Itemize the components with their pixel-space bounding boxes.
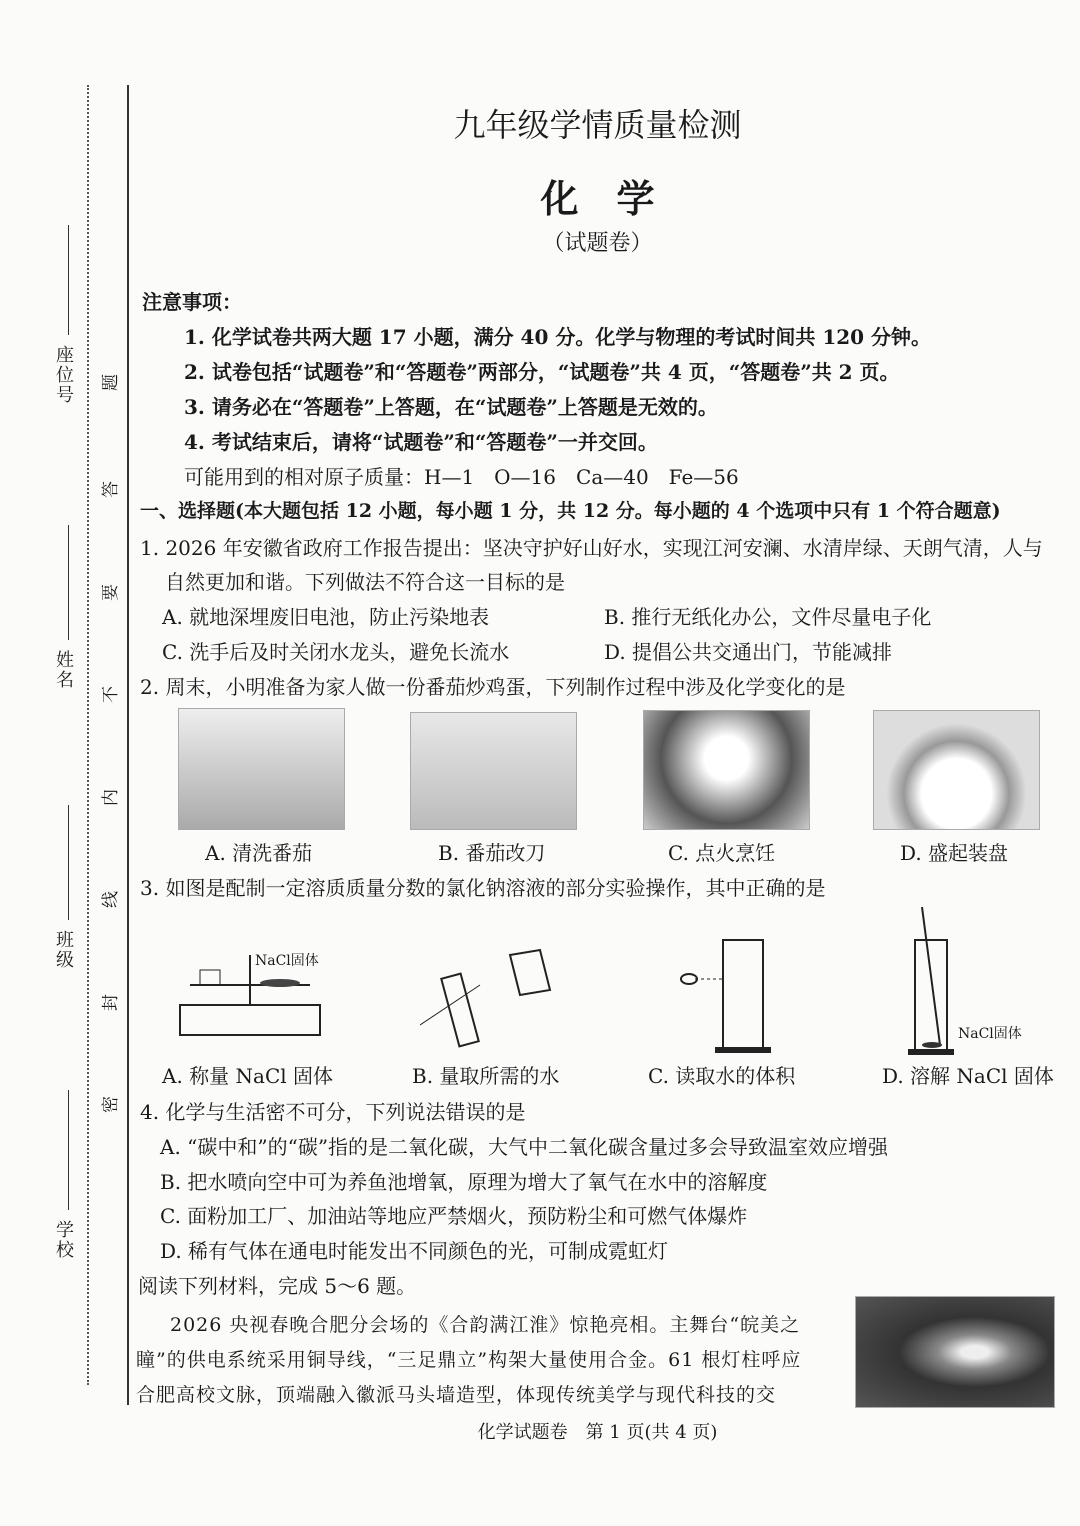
subtitle: （试题卷） [542, 231, 653, 256]
subject-title: 化 学 [540, 176, 655, 221]
atomic-mass: 可能用到的相对原子质量：H—1 O—16 Ca—40 Fe—56 [184, 465, 739, 489]
q1-option-b: B. 推行无纸化办公，文件尽量电子化 [604, 605, 932, 629]
exam-title: 九年级学情质量检测 [453, 106, 742, 144]
reading-volume-figure [675, 935, 775, 1060]
class-line[interactable] [68, 805, 69, 920]
q3-option-a: A. 称量 NaCl 固体 [162, 1064, 333, 1088]
nacl-label-a: NaCl固体 [255, 953, 319, 969]
class-label: 班级 [53, 930, 74, 970]
reading-text: 2026 央视春晚合肥分会场的《合韵满江淮》惊艳亮相。主舞台“皖美之 [150, 1314, 801, 1336]
q2-stem: 2. 周末，小明准备为家人做一份番茄炒鸡蛋，下列制作过程中涉及化学变化的是 [140, 675, 846, 699]
q2-option-c: C. 点火烹饪 [668, 841, 776, 865]
school-line[interactable] [68, 1090, 69, 1210]
section-heading: 一、选择题(本大题包括 12 小题，每小题 1 分，共 12 分。每小题的 4 个选项中只有 1 个符合题意) [140, 500, 1001, 522]
reading-text: 瞳”的供电系统采用铜导线，“三足鼎立”构架大量使用合金。61 根灯柱呼应 [136, 1349, 802, 1371]
page-footer: 化学试题卷 第 1 页(共 4 页) [477, 1422, 718, 1443]
notice-heading: 注意事项： [142, 290, 242, 314]
q2-option-b: B. 番茄改刀 [438, 841, 546, 865]
notice-item: 1. 化学试卷共两大题 17 小题，满分 40 分。化学与物理的考试时间共 120 分钟。 [184, 325, 932, 349]
measuring-water-figure [420, 935, 560, 1055]
nacl-label-d: NaCl固体 [958, 1026, 1022, 1042]
q3-option-b: B. 量取所需的水 [412, 1064, 560, 1088]
q3-option-d: D. 溶解 NaCl 固体 [882, 1064, 1054, 1088]
q2-option-d: D. 盛起装盘 [900, 841, 1009, 865]
q4-stem: 4. 化学与生活密不可分，下列说法错误的是 [140, 1100, 526, 1124]
sink-image [178, 708, 345, 830]
seal-char: 不 [101, 686, 121, 703]
seal-char: 封 [101, 994, 121, 1011]
q4-option-d: D. 稀有气体在通电时能发出不同颜色的光，可制成霓虹灯 [160, 1239, 669, 1263]
seat-label: 座位号 [53, 345, 74, 405]
q1-option-c: C. 洗手后及时关闭水龙头，避免长流水 [162, 640, 510, 664]
q1-stem: 自然更加和谐。下列做法不符合这一目标的是 [165, 570, 565, 594]
plating-image [873, 710, 1040, 830]
q4-option-a: A. “碳中和”的“碳”指的是二氧化碳，大气中二氧化碳含量过多会导致温室效应增强 [160, 1135, 889, 1159]
reading-text: 合肥高校文脉，顶端融入徽派马头墙造型，体现传统美学与现代科技的交 [136, 1384, 777, 1406]
seal-char: 内 [101, 789, 121, 806]
cooking-image [643, 710, 810, 830]
q4-option-b: B. 把水喷向空中可为养鱼池增氧，原理为增大了氧气在水中的溶解度 [160, 1170, 768, 1194]
seal-char: 答 [101, 481, 121, 498]
q4-option-c: C. 面粉加工厂、加油站等地应严禁烟火，预防粉尘和可燃气体爆炸 [160, 1204, 748, 1228]
q3-option-c: C. 读取水的体积 [648, 1064, 796, 1088]
notice-item: 3. 请务必在“答题卷”上答题，在“试题卷”上答题是无效的。 [184, 395, 718, 419]
dissolving-figure [900, 905, 960, 1060]
q1-stem: 1. 2026 年安徽省政府工作报告提出：坚决守护好山好水，实现江河安澜、水清岸绿、天朗气清，人与 [140, 536, 1043, 560]
school-label: 学校 [53, 1220, 74, 1260]
name-label: 姓名 [53, 650, 74, 690]
notice-item: 2. 试卷包括“试题卷”和“答题卷”两部分，“试题卷”共 4 页，“答题卷”共 2 页。 [184, 360, 900, 384]
seal-char: 密 [101, 1096, 121, 1113]
q2-option-a: A. 清洗番茄 [205, 841, 313, 865]
cutting-image [410, 712, 577, 830]
q1-option-d: D. 提倡公共交通出门，节能减排 [604, 640, 893, 664]
dotted-fold-line [87, 85, 89, 1385]
name-line[interactable] [68, 525, 69, 640]
seal-char: 线 [101, 891, 121, 908]
notice-item: 4. 考试结束后，请将“试题卷”和“答题卷”一并交回。 [184, 430, 658, 454]
margin-line [127, 85, 129, 1405]
stage-eye-image [855, 1296, 1055, 1408]
reading-intro: 阅读下列材料，完成 5～6 题。 [138, 1274, 417, 1298]
seal-char: 要 [101, 584, 121, 601]
q3-stem: 3. 如图是配制一定溶质质量分数的氯化钠溶液的部分实验操作，其中正确的是 [140, 876, 826, 900]
seal-char: 题 [101, 374, 121, 391]
q1-option-a: A. 就地深埋废旧电池，防止污染地表 [162, 605, 490, 629]
